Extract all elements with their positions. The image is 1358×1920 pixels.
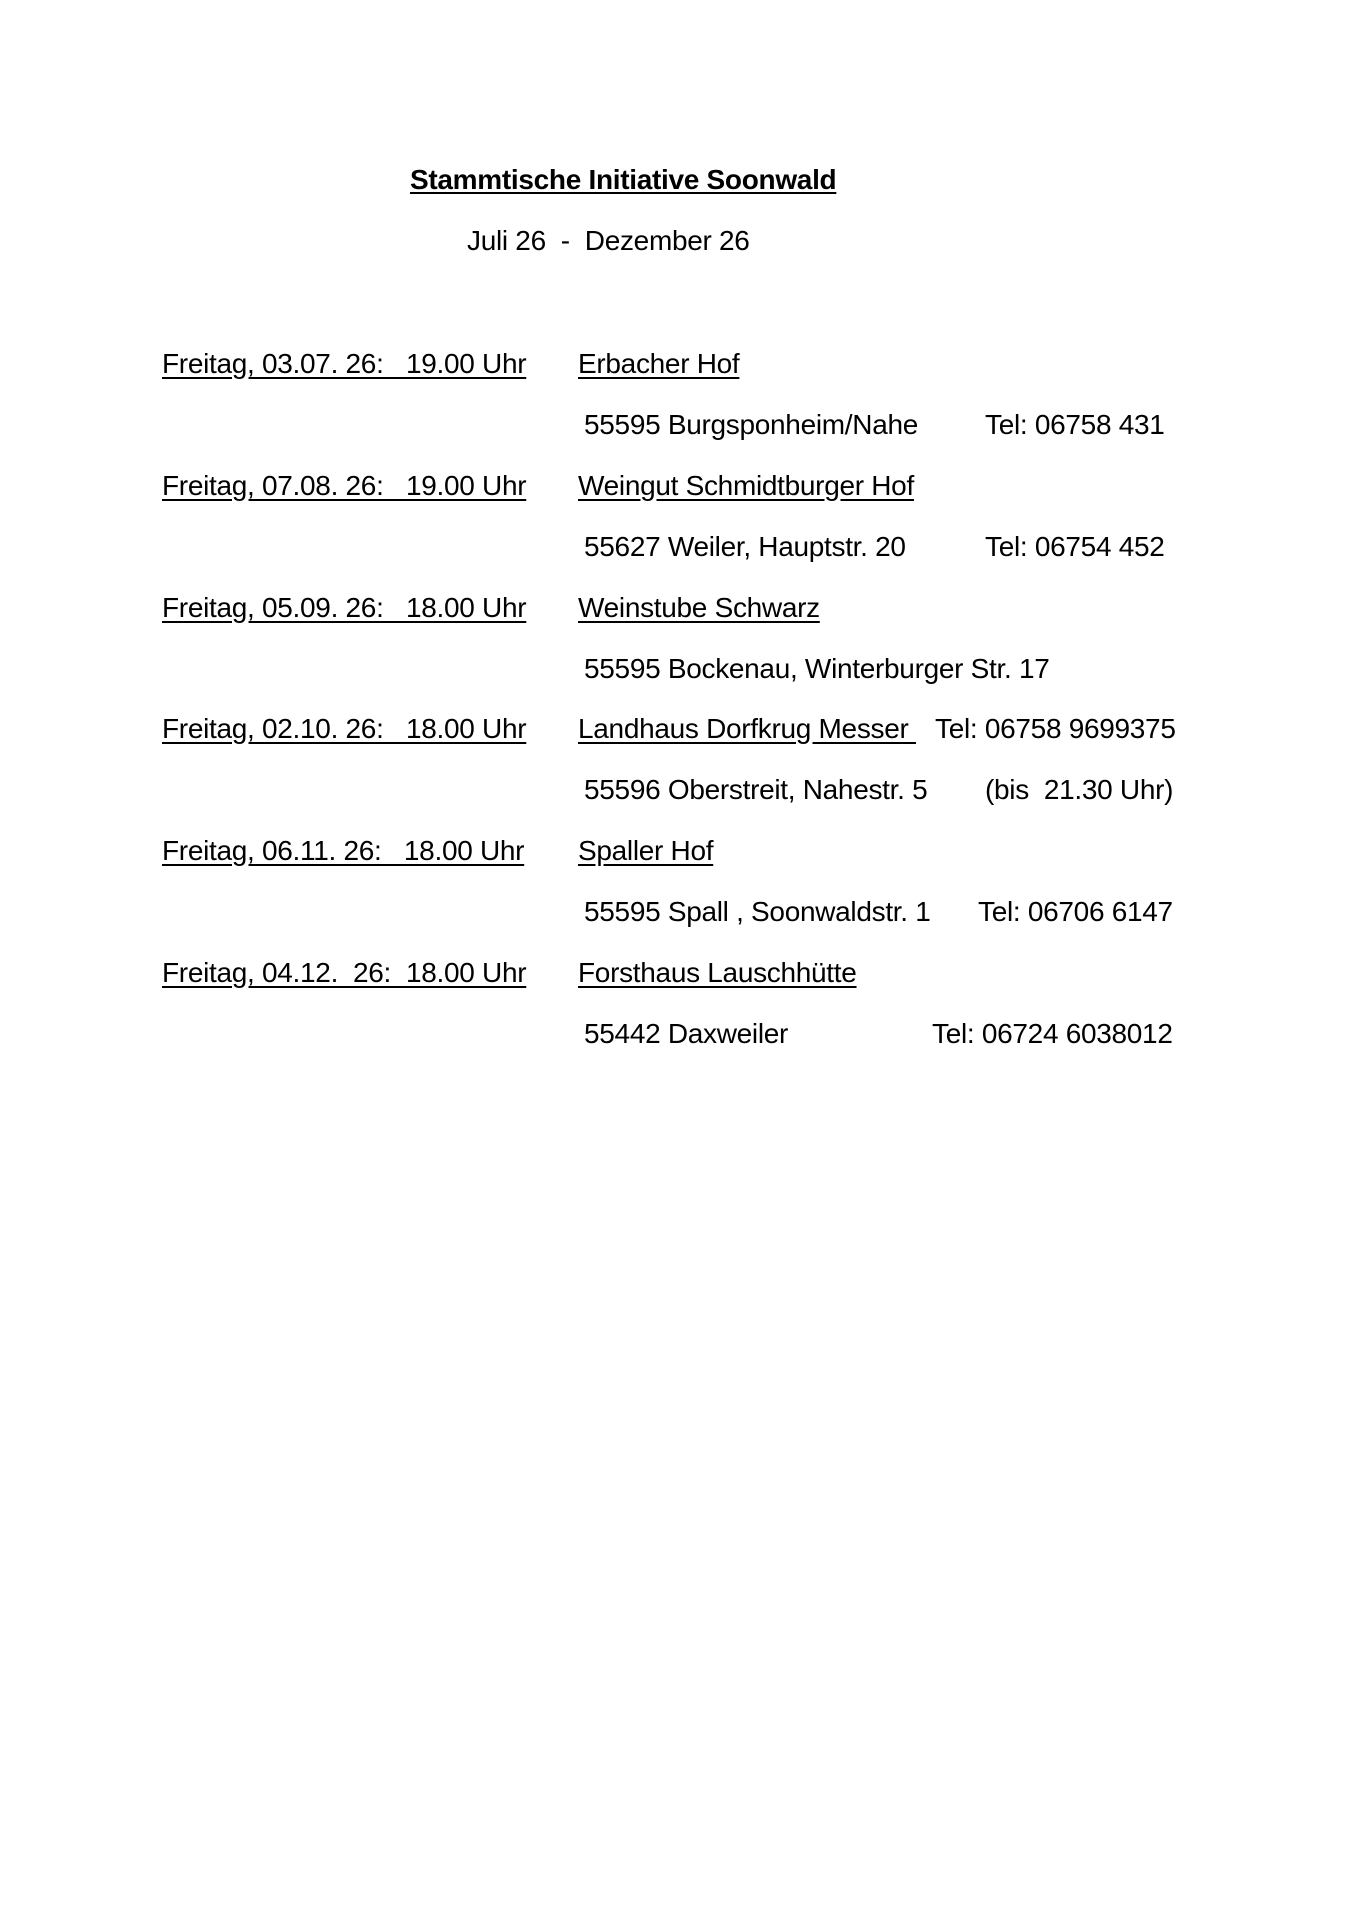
event-venue: Weingut Schmidtburger Hof	[578, 470, 914, 501]
event-phone: Tel: 06724 6038012	[932, 1018, 1173, 1049]
event-date: Freitag, 05.09. 26: 18.00 Uhr	[162, 592, 527, 623]
event-phone: Tel: 06758 9699375	[935, 713, 1176, 744]
event-venue: Forsthaus Lauschhütte	[578, 957, 857, 988]
event-venue: Weinstube Schwarz	[578, 592, 820, 623]
event-venue: Landhaus Dorfkrug Messer	[578, 713, 917, 744]
document-title: Stammtische Initiative Soonwald	[410, 164, 837, 195]
event-venue: Erbacher Hof	[578, 348, 740, 379]
event-address: 55627 Weiler, Hauptstr. 20	[584, 531, 906, 562]
event-phone: Tel: 06758 431	[985, 409, 1165, 440]
event-address: 55595 Burgsponheim/Nahe	[584, 409, 919, 440]
event-note: (bis 21.30 Uhr)	[985, 774, 1174, 805]
event-address: 55442 Daxweiler	[584, 1018, 789, 1049]
event-date: Freitag, 04.12. 26: 18.00 Uhr	[162, 957, 527, 988]
event-address: 55595 Spall , Soonwaldstr. 1	[584, 896, 931, 927]
event-date: Freitag, 03.07. 26: 19.00 Uhr	[162, 348, 527, 379]
event-phone: Tel: 06706 6147	[978, 896, 1173, 927]
event-venue: Spaller Hof	[578, 835, 714, 866]
event-date: Freitag, 06.11. 26: 18.00 Uhr	[162, 835, 525, 866]
event-address: 55596 Oberstreit, Nahestr. 5	[584, 774, 928, 805]
event-address: 55595 Bockenau, Winterburger Str. 17	[584, 653, 1050, 684]
event-phone: Tel: 06754 452	[985, 531, 1165, 562]
date-range-subtitle: Juli 26 - Dezember 26	[467, 225, 750, 256]
event-date: Freitag, 02.10. 26: 18.00 Uhr	[162, 713, 527, 744]
event-date: Freitag, 07.08. 26: 19.00 Uhr	[162, 470, 527, 501]
